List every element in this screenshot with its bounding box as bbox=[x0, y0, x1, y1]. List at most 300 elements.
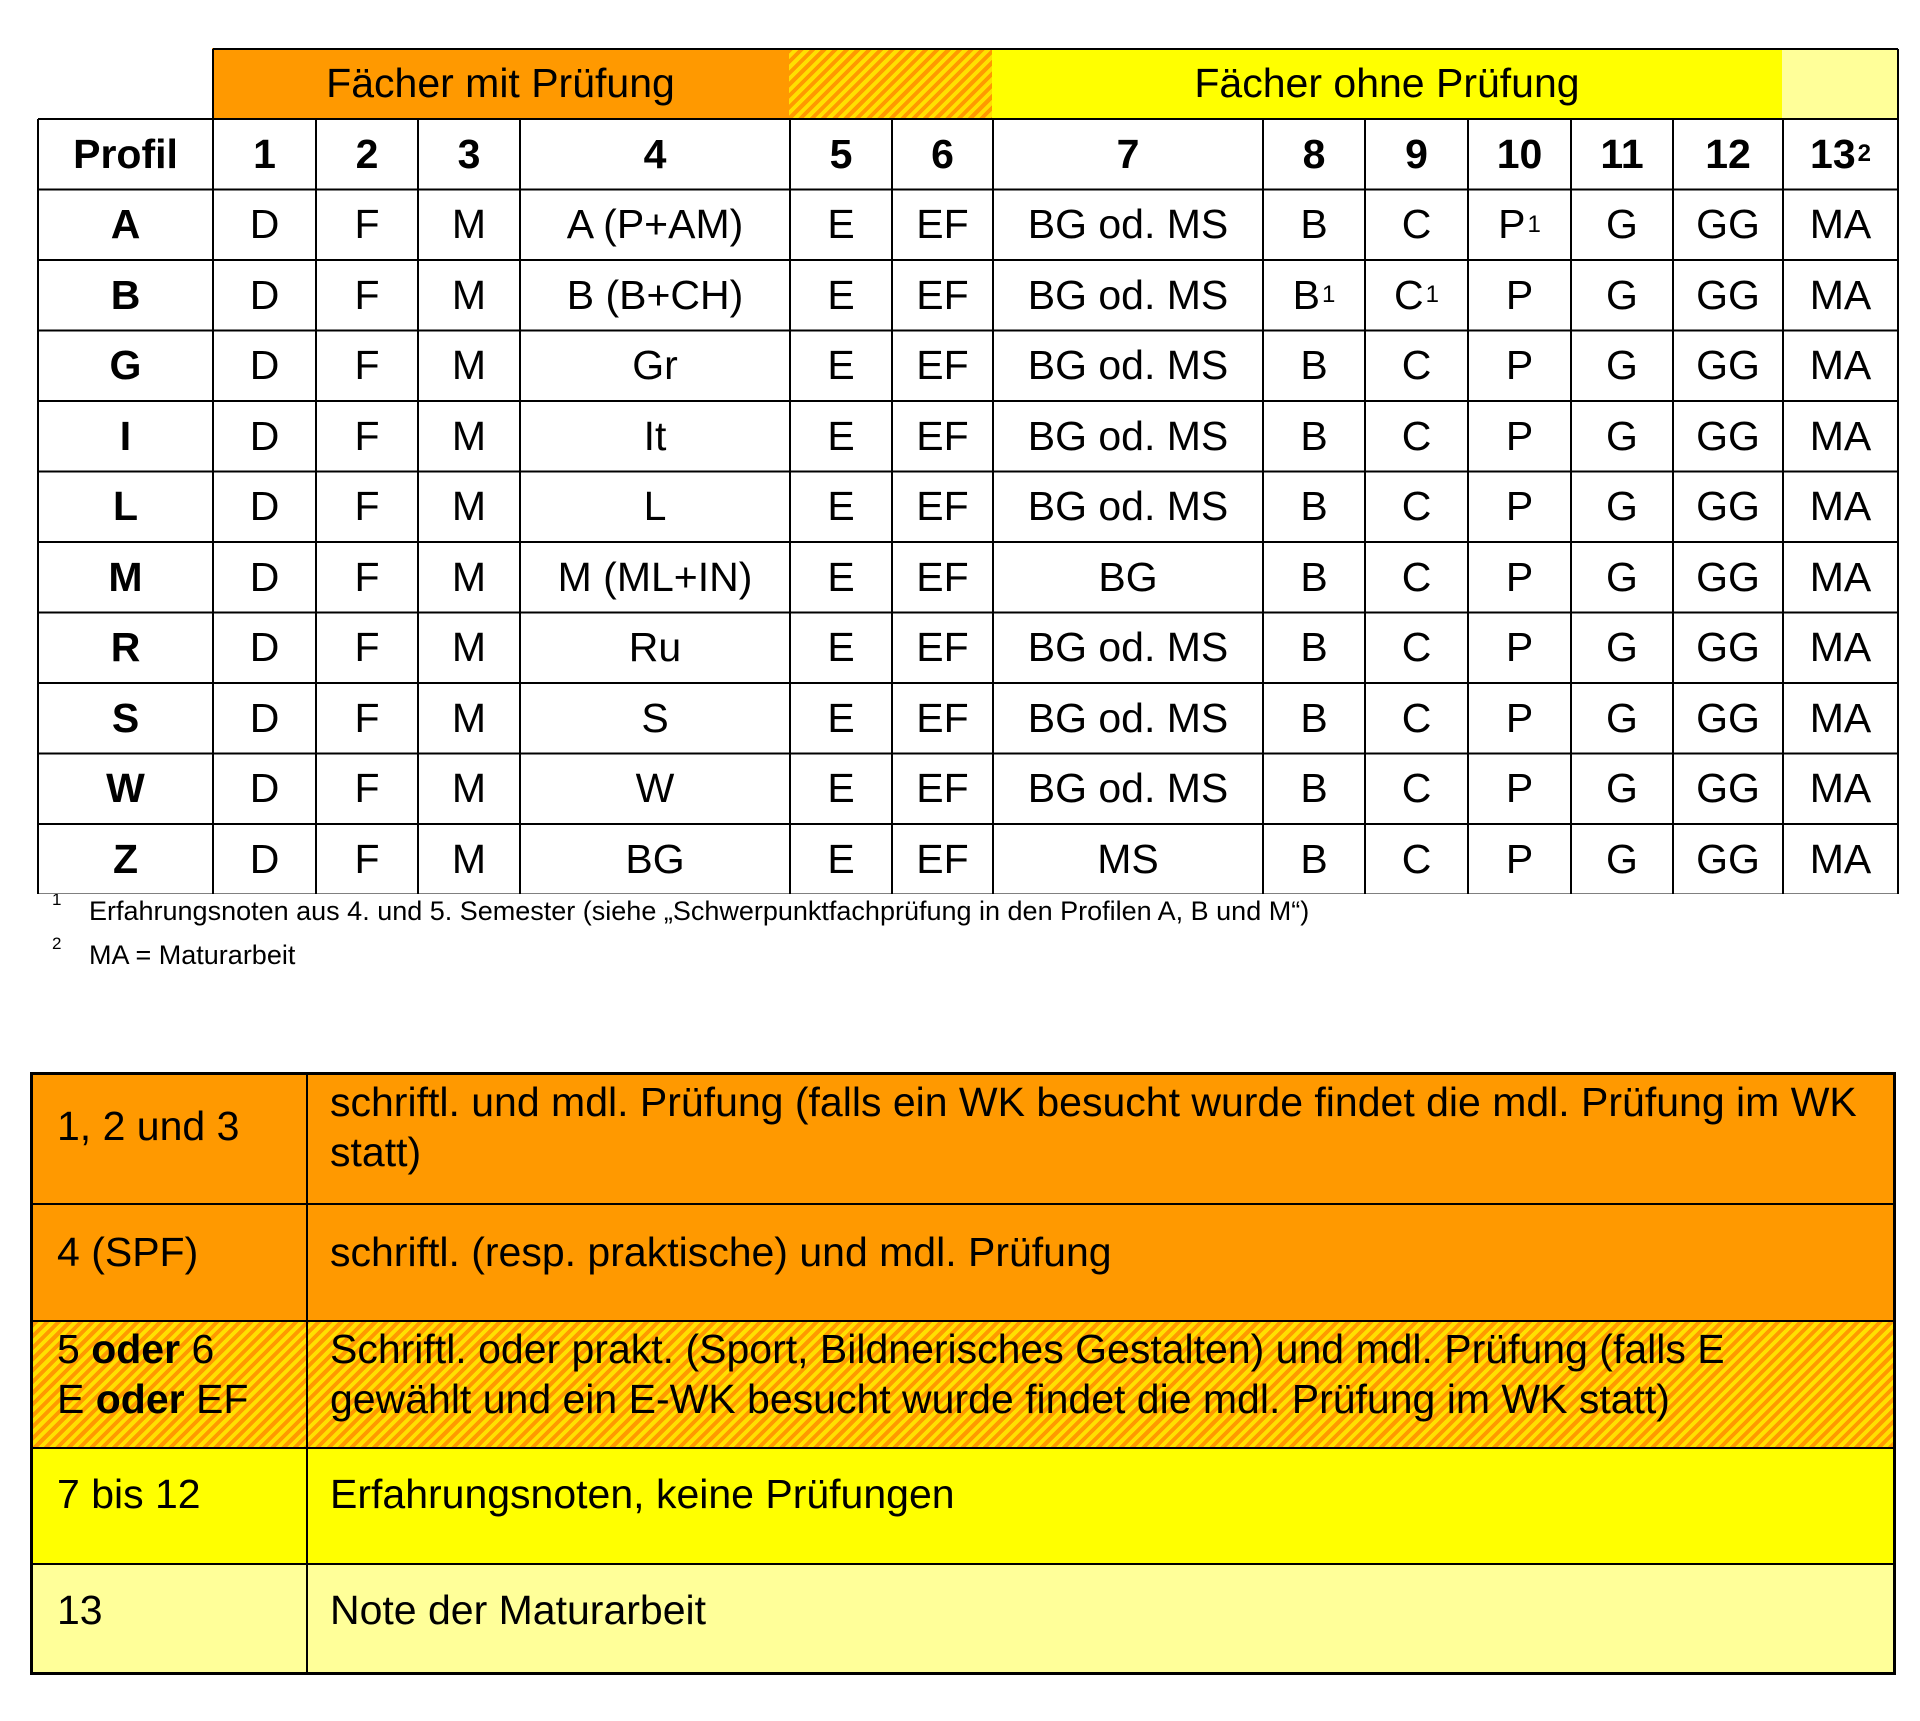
subject-cell-text: E bbox=[827, 765, 855, 812]
subject-cell-text: BG od. MS bbox=[1027, 271, 1229, 318]
subject-cell-text: BG bbox=[1098, 553, 1158, 600]
profile-label-text: W bbox=[106, 765, 145, 812]
subject-cell-text: GG bbox=[1696, 201, 1760, 248]
profile-label bbox=[39, 614, 212, 683]
column-header-12-text: 12 bbox=[1705, 130, 1751, 177]
subject-cell bbox=[1674, 191, 1782, 260]
subject-cell bbox=[1469, 684, 1570, 753]
legend-row-1-2-3 bbox=[33, 1075, 1893, 1203]
subject-cell bbox=[1572, 473, 1672, 542]
subject-cell-text: M bbox=[451, 835, 487, 882]
subject-cell-text: D bbox=[249, 835, 280, 882]
subject-cell-text: BG od. MS bbox=[1027, 201, 1229, 248]
subject-cell-text: F bbox=[354, 624, 380, 671]
subject-cell-text: G bbox=[1606, 201, 1638, 248]
subject-cell bbox=[1572, 614, 1672, 683]
subject-cell-text: EF bbox=[916, 553, 969, 600]
subject-cell-text: GG bbox=[1696, 624, 1760, 671]
column-header-10-text: 10 bbox=[1496, 130, 1543, 177]
subject-cell bbox=[1674, 473, 1782, 542]
subject-cell-text: B bbox=[1300, 342, 1328, 389]
subject-cell-text: GG bbox=[1696, 765, 1760, 812]
subject-cell bbox=[1674, 332, 1782, 401]
legend-row-7-bis-12 bbox=[33, 1447, 1893, 1563]
subject-cell-text: M bbox=[451, 765, 487, 812]
subject-cell-text: EF bbox=[916, 624, 969, 671]
profile-subject-table bbox=[37, 48, 1890, 891]
subject-cell-text: M bbox=[451, 624, 487, 671]
subject-cell bbox=[893, 332, 992, 401]
subject-cell bbox=[994, 332, 1262, 401]
subject-cell-text: GG bbox=[1696, 342, 1760, 389]
legend-row-5-oder-6 bbox=[33, 1320, 1893, 1447]
subject-cell bbox=[214, 402, 315, 471]
subject-cell-text: P bbox=[1505, 271, 1534, 318]
subject-cell-text: F bbox=[354, 483, 380, 530]
subject-cell-text: P bbox=[1505, 694, 1534, 741]
legend-key: 13 bbox=[33, 1565, 308, 1672]
subject-cell bbox=[1572, 684, 1672, 753]
subject-cell-text: C bbox=[1401, 483, 1432, 530]
subject-cell bbox=[1572, 191, 1672, 260]
footnote-1-mark: 1 bbox=[52, 890, 62, 909]
subject-cell-text: P bbox=[1505, 835, 1534, 882]
subject-cell bbox=[1264, 473, 1364, 542]
subject-cell bbox=[317, 684, 417, 753]
column-header-6 bbox=[893, 120, 992, 189]
subject-cell bbox=[317, 261, 417, 330]
profile-label bbox=[39, 684, 212, 753]
subject-cell-text: B bbox=[1300, 201, 1328, 248]
subject-cell-text: BG od. MS bbox=[1027, 765, 1229, 812]
subject-cell-text: BG od. MS bbox=[1027, 624, 1229, 671]
subject-cell bbox=[521, 332, 789, 401]
subject-cell bbox=[893, 261, 992, 330]
subject-cell-text: F bbox=[354, 271, 380, 318]
subject-cell bbox=[317, 755, 417, 824]
subject-cell bbox=[317, 191, 417, 260]
subject-cell bbox=[994, 261, 1262, 330]
subject-cell-text: EF bbox=[916, 765, 969, 812]
subject-cell-text: MS bbox=[1097, 835, 1159, 882]
subject-cell bbox=[1784, 191, 1897, 260]
subject-cell bbox=[1572, 332, 1672, 401]
profile-label-text: B bbox=[110, 271, 141, 318]
subject-cell bbox=[1366, 191, 1467, 260]
subject-cell-text: G bbox=[1606, 483, 1638, 530]
subject-cell-text: BG od. MS bbox=[1027, 342, 1229, 389]
subject-cell bbox=[1784, 825, 1897, 894]
subject-cell bbox=[893, 543, 992, 612]
subject-cell bbox=[214, 755, 315, 824]
subject-cell-text: P bbox=[1505, 412, 1534, 459]
subject-cell-text: MA bbox=[1809, 553, 1872, 600]
subject-cell bbox=[1674, 684, 1782, 753]
subject-cell-text: A (P+AM) bbox=[566, 201, 744, 248]
footnote-1-text: Erfahrungsnoten aus 4. und 5. Semester (siehe „Schwerpunktfachprüfung in den Profilen A, B und M“) bbox=[89, 896, 1310, 926]
subject-cell-text: E bbox=[827, 553, 855, 600]
column-header-5 bbox=[791, 120, 891, 189]
subject-cell-text: MA bbox=[1809, 201, 1872, 248]
column-header-7 bbox=[994, 120, 1262, 189]
subject-cell-text: D bbox=[249, 201, 280, 248]
subject-cell bbox=[419, 473, 519, 542]
subject-cell bbox=[419, 332, 519, 401]
subject-cell bbox=[521, 191, 789, 260]
legend-key-or: oder bbox=[91, 1326, 181, 1372]
subject-cell bbox=[791, 332, 891, 401]
legend-description: Schriftl. oder prakt. (Sport, Bildnerisches Gestalten) und mdl. Prüfung (falls E gewählt und ein E-WK besucht wurde findet die mdl. Prüfung im WK statt) bbox=[330, 1326, 1725, 1422]
subject-cell-text: BG bbox=[625, 835, 685, 882]
subject-cell-text: G bbox=[1606, 412, 1638, 459]
subject-cell-text: B bbox=[1300, 765, 1328, 812]
subject-cell-text: EF bbox=[916, 342, 969, 389]
column-header-2-text: 2 bbox=[355, 130, 379, 177]
subject-cell bbox=[1469, 332, 1570, 401]
subject-cell-text: E bbox=[827, 694, 855, 741]
subject-cell-text: It bbox=[643, 412, 667, 459]
column-header-5-text: 5 bbox=[829, 130, 853, 177]
subject-cell-text: P bbox=[1505, 553, 1534, 600]
subject-cell-text: G bbox=[1606, 342, 1638, 389]
subject-cell-text: E bbox=[827, 271, 855, 318]
subject-cell-text: D bbox=[249, 765, 280, 812]
subject-cell-text: E bbox=[827, 201, 855, 248]
subject-cell-text: B (B+CH) bbox=[566, 271, 744, 318]
subject-cell bbox=[1366, 543, 1467, 612]
legend-key: 4 (SPF) bbox=[33, 1205, 308, 1320]
subject-cell bbox=[1784, 614, 1897, 683]
subject-cell-text: MA bbox=[1809, 835, 1872, 882]
subject-cell bbox=[214, 473, 315, 542]
subject-cell-text: C bbox=[1401, 412, 1432, 459]
subject-cell-text: MA bbox=[1809, 412, 1872, 459]
subject-cell bbox=[317, 825, 417, 894]
subject-cell bbox=[419, 402, 519, 471]
subject-cell bbox=[1469, 473, 1570, 542]
legend-description: Erfahrungsnoten, keine Prüfungen bbox=[330, 1471, 955, 1517]
subject-cell bbox=[419, 614, 519, 683]
subject-cell bbox=[419, 543, 519, 612]
subject-cell bbox=[994, 755, 1262, 824]
subject-cell-text: GG bbox=[1696, 553, 1760, 600]
subject-cell bbox=[419, 684, 519, 753]
column-header-1-text: 1 bbox=[253, 130, 276, 177]
subject-cell bbox=[1572, 755, 1672, 824]
subject-cell-text: B bbox=[1300, 483, 1328, 530]
column-header-profil bbox=[39, 120, 212, 189]
profile-label-text: Z bbox=[112, 835, 139, 882]
subject-cell bbox=[1572, 825, 1672, 894]
legend-key-text: E bbox=[57, 1376, 96, 1422]
subject-cell-text: C bbox=[1401, 835, 1432, 882]
subject-cell-text: M bbox=[451, 271, 487, 318]
subject-cell-text: EF bbox=[916, 271, 969, 318]
subject-cell-text: G bbox=[1606, 271, 1638, 318]
subject-cell-text: B bbox=[1300, 835, 1328, 882]
subject-cell-text: P bbox=[1505, 624, 1534, 671]
subject-cell bbox=[1674, 543, 1782, 612]
subject-cell bbox=[791, 543, 891, 612]
subject-cell bbox=[893, 755, 992, 824]
subject-cell bbox=[1366, 684, 1467, 753]
subject-cell bbox=[419, 191, 519, 260]
subject-cell bbox=[994, 614, 1262, 683]
subject-cell bbox=[521, 614, 789, 683]
subject-cell-text: D bbox=[249, 553, 280, 600]
subject-cell-text: MA bbox=[1809, 483, 1872, 530]
subject-cell-text: F bbox=[354, 835, 380, 882]
subject-cell bbox=[893, 191, 992, 260]
subject-cell-text: M bbox=[451, 342, 487, 389]
legend-row-spf bbox=[33, 1203, 1893, 1320]
subject-cell bbox=[1674, 402, 1782, 471]
subject-cell bbox=[1264, 402, 1364, 471]
subject-cell bbox=[317, 473, 417, 542]
legend-key-text: 6 bbox=[180, 1326, 215, 1372]
column-header-8-text: 8 bbox=[1302, 130, 1326, 177]
legend-key: 1, 2 und 3 bbox=[33, 1075, 308, 1203]
column-header-13: 13 2 bbox=[1810, 130, 1871, 177]
subject-cell bbox=[893, 473, 992, 542]
subject-cell-text: MA bbox=[1809, 624, 1872, 671]
subject-cell-text: GG bbox=[1696, 835, 1760, 882]
subject-cell: C 1 bbox=[1394, 271, 1439, 318]
subject-cell bbox=[1469, 261, 1570, 330]
subject-cell bbox=[419, 755, 519, 824]
subject-cell bbox=[1784, 473, 1897, 542]
profile-label-text: A bbox=[110, 201, 141, 248]
subject-cell-text: S bbox=[641, 694, 669, 741]
subject-cell bbox=[317, 332, 417, 401]
subject-cell-text: D bbox=[249, 624, 280, 671]
subject-cell bbox=[521, 755, 789, 824]
subject-cell-text: P bbox=[1498, 201, 1526, 248]
subject-cell bbox=[791, 191, 891, 260]
column-header-9-text: 9 bbox=[1405, 130, 1428, 177]
subject-cell-text: E bbox=[827, 835, 855, 882]
subject-cell bbox=[1469, 402, 1570, 471]
subject-cell-text: BG od. MS bbox=[1027, 483, 1229, 530]
legend-row-13 bbox=[33, 1563, 1893, 1672]
column-header-9 bbox=[1366, 120, 1467, 189]
column-header-3 bbox=[419, 120, 519, 189]
subject-cell bbox=[1469, 614, 1570, 683]
subject-cell-text: W bbox=[635, 765, 675, 812]
profile-label-text: R bbox=[110, 624, 141, 671]
profile-label bbox=[39, 191, 212, 260]
subject-cell bbox=[419, 825, 519, 894]
column-header-8 bbox=[1264, 120, 1364, 189]
subject-cell bbox=[1264, 684, 1364, 753]
column-header-12 bbox=[1674, 120, 1782, 189]
subject-cell bbox=[994, 402, 1262, 471]
subject-cell-text: BG od. MS bbox=[1027, 412, 1229, 459]
subject-cell-text: G bbox=[1606, 624, 1638, 671]
footnote-2-text: MA = Maturarbeit bbox=[89, 940, 296, 970]
subject-cell-text: C bbox=[1401, 342, 1432, 389]
subject-cell bbox=[214, 684, 315, 753]
subject-cell-text: MA bbox=[1809, 271, 1872, 318]
subject-cell-text: MA bbox=[1809, 342, 1872, 389]
subject-cell bbox=[893, 825, 992, 894]
column-header-2 bbox=[317, 120, 417, 189]
profile-label bbox=[39, 261, 212, 330]
subject-cell bbox=[521, 402, 789, 471]
subject-cell-text: MA bbox=[1809, 765, 1872, 812]
subject-cell bbox=[1784, 261, 1897, 330]
subject-cell bbox=[893, 684, 992, 753]
subject-cell-text: G bbox=[1606, 553, 1638, 600]
subject-cell bbox=[1366, 614, 1467, 683]
column-header-profil-text: Profil bbox=[73, 130, 178, 177]
subject-cell-text: F bbox=[354, 201, 380, 248]
subject-cell-text: B bbox=[1300, 412, 1328, 459]
subject-cell bbox=[1366, 402, 1467, 471]
subject-cell bbox=[1674, 755, 1782, 824]
footnote-2-mark: 2 bbox=[52, 934, 62, 953]
subject-cell bbox=[791, 825, 891, 894]
subject-cell bbox=[1264, 614, 1364, 683]
subject-cell-text: G bbox=[1606, 835, 1638, 882]
subject-cell-text: D bbox=[249, 483, 280, 530]
subject-cell-text: F bbox=[354, 412, 380, 459]
subject-cell bbox=[1264, 191, 1364, 260]
column-header-11-text: 11 bbox=[1600, 130, 1644, 177]
subject-cell-text: C bbox=[1401, 624, 1432, 671]
subject-cell bbox=[791, 402, 891, 471]
profile-label bbox=[39, 332, 212, 401]
subject-cell bbox=[1784, 755, 1897, 824]
profile-label bbox=[39, 402, 212, 471]
subject-cell-text: EF bbox=[916, 835, 969, 882]
subject-cell bbox=[791, 684, 891, 753]
subject-cell bbox=[1674, 614, 1782, 683]
column-header-1 bbox=[214, 120, 315, 189]
subject-cell-text: B bbox=[1292, 271, 1320, 318]
subject-cell bbox=[1366, 755, 1467, 824]
subject-cell-text: P bbox=[1505, 483, 1534, 530]
subject-cell bbox=[1264, 543, 1364, 612]
subject-cell-text: EF bbox=[916, 483, 969, 530]
subject-cell bbox=[1366, 825, 1467, 894]
column-header-4 bbox=[521, 120, 789, 189]
subject-cell-text: M bbox=[451, 483, 487, 530]
header-without-exam-label: Fächer ohne Prüfung bbox=[1194, 59, 1580, 106]
subject-cell-text: Ru bbox=[628, 624, 682, 671]
column-header-3-text: 3 bbox=[457, 130, 481, 177]
subject-cell-text: M bbox=[451, 201, 487, 248]
subject-cell-text: C bbox=[1401, 765, 1432, 812]
subject-cell bbox=[893, 402, 992, 471]
subject-cell-text: F bbox=[354, 342, 380, 389]
subject-cell bbox=[1366, 473, 1467, 542]
subject-cell bbox=[791, 473, 891, 542]
subject-cell bbox=[521, 684, 789, 753]
subject-cell: P 1 bbox=[1498, 201, 1541, 248]
subject-cell-text: EF bbox=[916, 694, 969, 741]
subject-cell-text: GG bbox=[1696, 271, 1760, 318]
subject-cell bbox=[214, 332, 315, 401]
subject-cell-text: M bbox=[451, 553, 487, 600]
subject-cell bbox=[1572, 261, 1672, 330]
subject-cell bbox=[1264, 825, 1364, 894]
subject-cell bbox=[893, 614, 992, 683]
subject-cell-text: E bbox=[827, 483, 855, 530]
subject-cell bbox=[994, 684, 1262, 753]
profile-label bbox=[39, 825, 212, 894]
subject-cell-text: D bbox=[249, 412, 280, 459]
subject-cell-text: D bbox=[249, 694, 280, 741]
subject-cell-text: F bbox=[354, 553, 380, 600]
subject-cell-text: D bbox=[249, 271, 280, 318]
subject-cell-text: E bbox=[827, 342, 855, 389]
subject-cell bbox=[994, 191, 1262, 260]
subject-cell-text: F bbox=[354, 765, 380, 812]
column-header-10 bbox=[1469, 120, 1570, 189]
subject-cell-text: E bbox=[827, 412, 855, 459]
profile-label-text: L bbox=[112, 483, 139, 530]
subject-cell-text: EF bbox=[916, 201, 969, 248]
column-header-11 bbox=[1572, 120, 1672, 189]
subject-cell bbox=[521, 825, 789, 894]
subject-cell bbox=[521, 543, 789, 612]
subject-cell bbox=[521, 261, 789, 330]
subject-cell-text: B bbox=[1300, 694, 1328, 741]
subject-cell bbox=[1572, 543, 1672, 612]
subject-cell-text: C bbox=[1401, 553, 1432, 600]
subject-cell-text: Gr bbox=[632, 342, 678, 389]
subject-cell-text: M bbox=[451, 412, 487, 459]
subject-cell bbox=[1674, 261, 1782, 330]
profile-label-text: G bbox=[109, 342, 142, 389]
subject-cell bbox=[1469, 543, 1570, 612]
subject-cell-text: B bbox=[1300, 624, 1328, 671]
subject-cell bbox=[214, 543, 315, 612]
subject-cell-text: P bbox=[1505, 765, 1534, 812]
legend-description: schriftl. und mdl. Prüfung (falls ein WK besucht wurde findet die mdl. Prüfung im WK statt) bbox=[330, 1079, 1857, 1175]
legend-key bbox=[33, 1322, 308, 1447]
subject-cell bbox=[317, 543, 417, 612]
subject-cell-text: E bbox=[827, 624, 855, 671]
subject-cell bbox=[214, 191, 315, 260]
subject-cell-text: G bbox=[1606, 765, 1638, 812]
profile-label bbox=[39, 473, 212, 542]
subject-cell bbox=[1784, 684, 1897, 753]
legend-key-or: oder bbox=[95, 1376, 185, 1422]
subject-cell bbox=[791, 755, 891, 824]
subject-cell-text: G bbox=[1606, 694, 1638, 741]
profile-label bbox=[39, 543, 212, 612]
subject-cell-text: C bbox=[1394, 271, 1424, 318]
subject-cell bbox=[1784, 402, 1897, 471]
subject-cell-text: MA bbox=[1809, 694, 1872, 741]
profile-label-text: S bbox=[111, 694, 140, 741]
subject-cell bbox=[1469, 755, 1570, 824]
subject-cell bbox=[214, 825, 315, 894]
subject-cell bbox=[1366, 332, 1467, 401]
profile-label bbox=[39, 755, 212, 824]
subject-cell bbox=[1784, 543, 1897, 612]
subject-cell bbox=[1674, 825, 1782, 894]
subject-cell-text: BG od. MS bbox=[1027, 694, 1229, 741]
subject-cell bbox=[791, 614, 891, 683]
subject-cell bbox=[994, 473, 1262, 542]
subject-cell-text: D bbox=[249, 342, 280, 389]
subject-cell bbox=[1264, 332, 1364, 401]
subject-cell bbox=[317, 614, 417, 683]
subject-cell-text: C bbox=[1401, 694, 1432, 741]
